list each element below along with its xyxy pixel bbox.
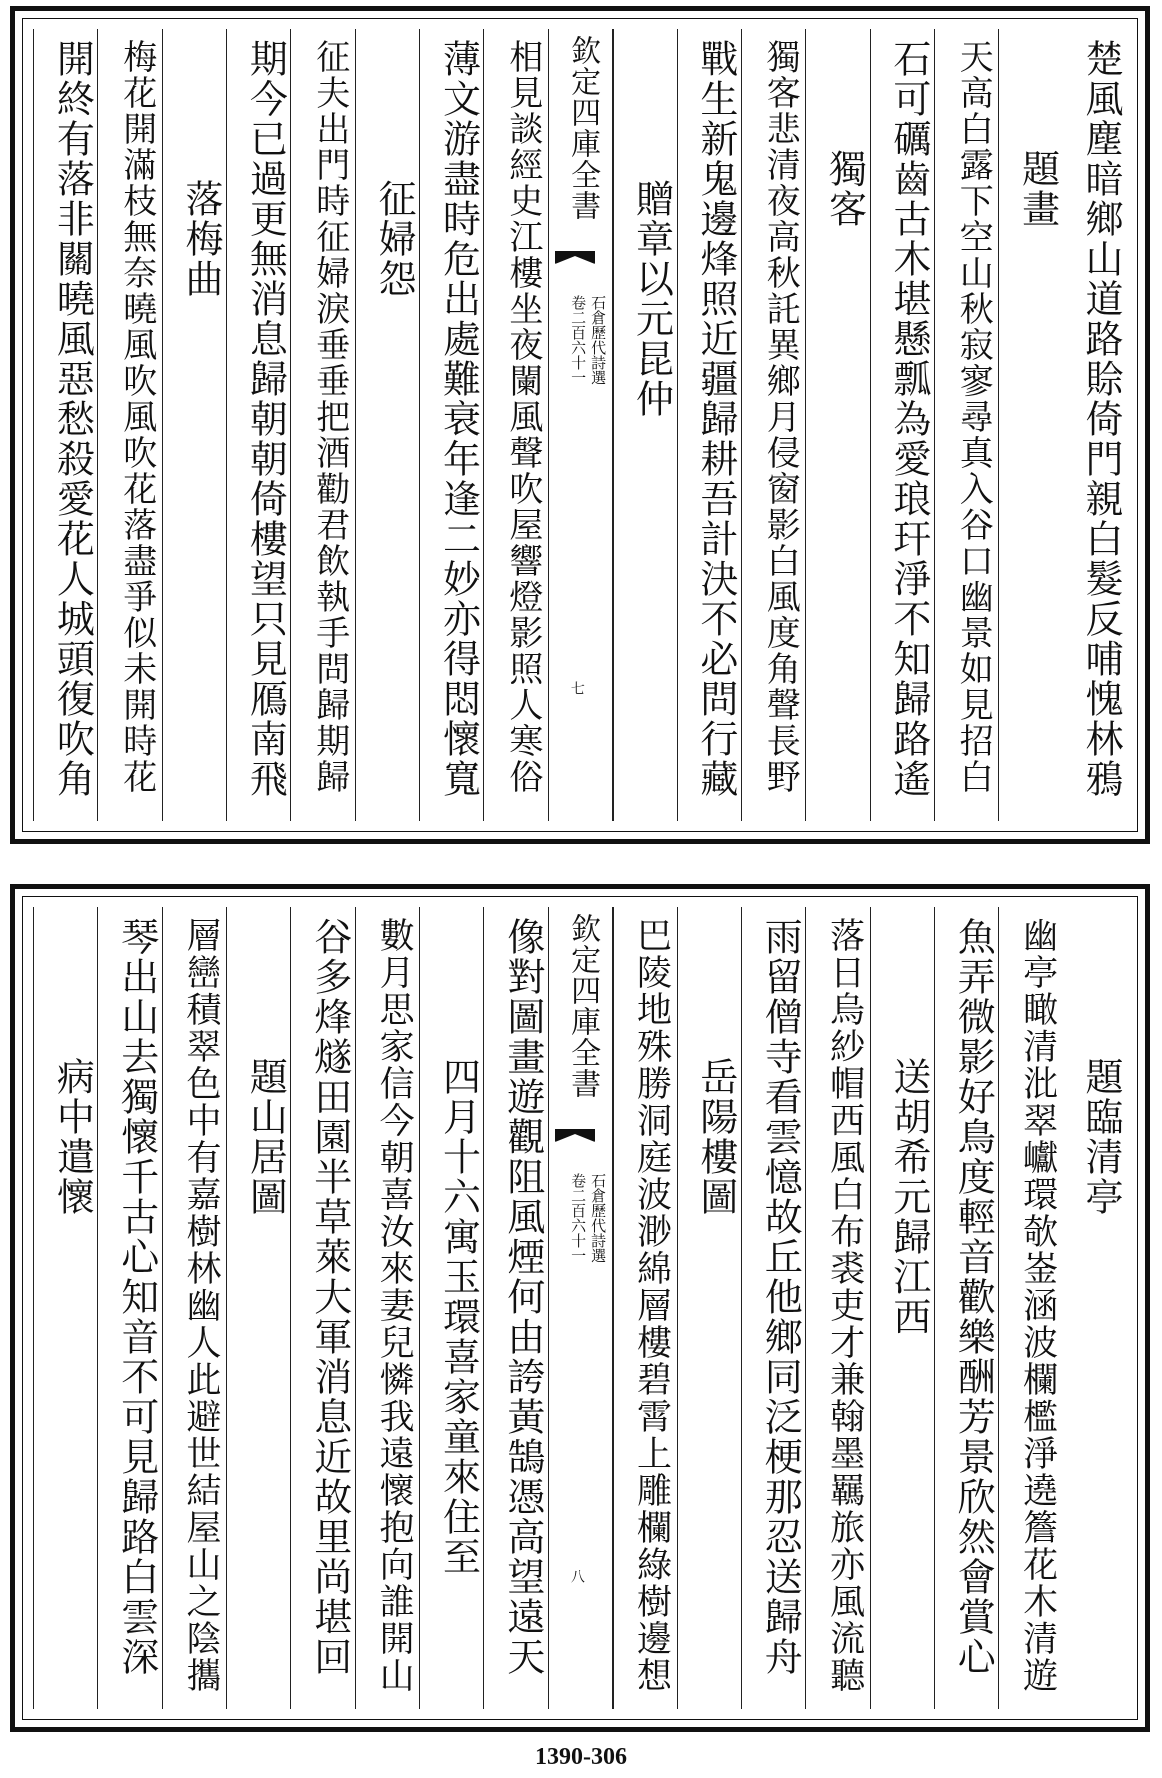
- text-column: [741, 907, 806, 1709]
- text-column: [934, 907, 999, 1709]
- text-column: [355, 907, 420, 1709]
- folio-number: 七: [568, 681, 585, 695]
- text-column: [1063, 29, 1127, 821]
- text-column: [226, 907, 291, 1709]
- text-column: [290, 29, 355, 821]
- poem-line: 相見談經史江樓坐夜闌風聲吹屋響燈影照人寒俗: [502, 39, 543, 795]
- text-column: [483, 29, 548, 821]
- center-fold-column: [548, 907, 614, 1709]
- volume-title: 石倉歷代詩選: [589, 1173, 608, 1263]
- text-column: [162, 907, 227, 1709]
- text-column: [677, 907, 742, 1709]
- poem-line: 數月思家信今朝喜汝來妻兒憐我遠懷抱向誰開山: [374, 917, 415, 1694]
- text-column: [998, 907, 1063, 1709]
- text-column: [870, 29, 935, 821]
- text-column: [805, 907, 870, 1709]
- poem-line: 梅花開滿枝無奈曉風吹風吹花落盡爭似未開時花: [116, 39, 157, 795]
- page-number: 1390-306: [535, 1744, 627, 1770]
- text-area: [22, 896, 1138, 1720]
- poem-line: 薄文游盡時危出處難衰年逢二妙亦得悶懷寬: [436, 39, 481, 799]
- volume-number: 卷二百六十一: [569, 295, 588, 385]
- poem-title: 送胡希元歸江西: [886, 1057, 931, 1337]
- text-column: [1063, 907, 1127, 1709]
- text-column: [355, 29, 420, 821]
- page-frame: [10, 884, 1150, 1732]
- poem-line: 獨客悲清夜高秋託異鄉月侵窗影白風度角聲長野: [760, 39, 801, 795]
- poem-title: 贈章以元昆仲: [629, 179, 674, 419]
- volume-title: 石倉歷代詩選: [589, 295, 608, 385]
- poem-line: 魚弄微影好鳥度輕音歡樂酬芳景欣然會賞心: [951, 917, 996, 1677]
- page-frame: [10, 6, 1150, 844]
- poem-title: 題畫: [1015, 149, 1060, 229]
- book-title: 欽定四庫全書: [565, 913, 601, 1099]
- text-column: [612, 29, 677, 821]
- book-title: 欽定四庫全書: [565, 35, 601, 221]
- poem-line: 石可礪齒古木堪懸瓢為愛琅玕淨不知歸路遙: [886, 39, 931, 799]
- poem-title: 岳陽樓圖: [693, 1057, 738, 1217]
- poem-line: 琴出山去獨懷千古心知音不可見歸路白雲深: [114, 917, 159, 1677]
- poem-line: 幽亭瞰清沘翠巘環欹崟涵波欄檻淨遶簷花木清遊: [1017, 917, 1058, 1694]
- fishtail-mark-icon: [555, 1129, 595, 1157]
- top-page: [0, 0, 1162, 850]
- text-column: [805, 29, 870, 821]
- poem-line: 落日烏紗帽西風白布裘吏才兼翰墨羈旅亦風流聽: [824, 917, 865, 1694]
- volume-number: 卷二百六十一: [569, 1173, 588, 1263]
- text-column: [290, 907, 355, 1709]
- text-column: [97, 907, 162, 1709]
- text-column: [483, 907, 548, 1709]
- text-column: [677, 29, 742, 821]
- text-column: [612, 907, 677, 1709]
- text-column: [162, 29, 227, 821]
- poem-title: 征婦怨: [372, 179, 417, 299]
- text-column: [934, 29, 999, 821]
- poem-line: 天高白露下空山秋寂寥尋真入谷口幽景如見招白: [953, 39, 994, 795]
- poem-line: 征夫出門時征婦淚垂垂把酒勸君飲執手問歸期歸: [309, 39, 350, 795]
- poem-line: 雨留僧寺看雲憶故丘他鄉同泛梗那忍送歸舟: [758, 917, 803, 1677]
- poem-line: 楚風塵暗鄉山道路賒倚門親白髮反哺愧林鴉: [1078, 39, 1123, 799]
- text-column: [870, 907, 935, 1709]
- poem-title: 獨客: [822, 149, 867, 229]
- text-area: [22, 18, 1138, 832]
- text-column: [741, 29, 806, 821]
- poem-title: 落梅曲: [179, 179, 224, 299]
- text-column: [33, 907, 98, 1709]
- text-column: [33, 29, 98, 821]
- poem-line: 谷多烽燧田園半草萊大軍消息近故里尚堪回: [307, 917, 352, 1677]
- poem-line: 巴陵地殊勝洞庭波渺綿層樓碧霄上雕欄綠樹邊想: [631, 917, 672, 1694]
- poem-title: 四月十六寓玉環喜家童來住至: [436, 1057, 481, 1577]
- text-column: [419, 29, 484, 821]
- poem-line: 期今已過更無消息歸朝朝倚樓望只見鴈南飛: [243, 39, 288, 799]
- poem-title: 病中遣懷: [50, 1057, 95, 1217]
- folio-number: 八: [568, 1569, 585, 1583]
- poem-title: 題山居圖: [243, 1057, 288, 1217]
- center-fold-column: [548, 29, 614, 821]
- bottom-page: [0, 878, 1162, 1738]
- poem-line: 像對圖畫遊觀阻風煙何由誇黃鵠憑高望遠天: [500, 917, 545, 1677]
- text-column: [97, 29, 162, 821]
- poem-title: 題臨清亭: [1078, 1057, 1123, 1217]
- fishtail-mark-icon: [555, 251, 595, 279]
- poem-line: 戰生新鬼邊烽照近疆歸耕吾計決不必問行藏: [693, 39, 738, 799]
- text-column: [419, 907, 484, 1709]
- text-column: [226, 29, 291, 821]
- poem-line: 開終有落非關曉風惡愁殺愛花人城頭復吹角: [50, 39, 95, 799]
- text-column: [998, 29, 1063, 821]
- poem-line: 層巒積翠色中有嘉樹林幽人此避世結屋山之陰攜: [181, 917, 222, 1694]
